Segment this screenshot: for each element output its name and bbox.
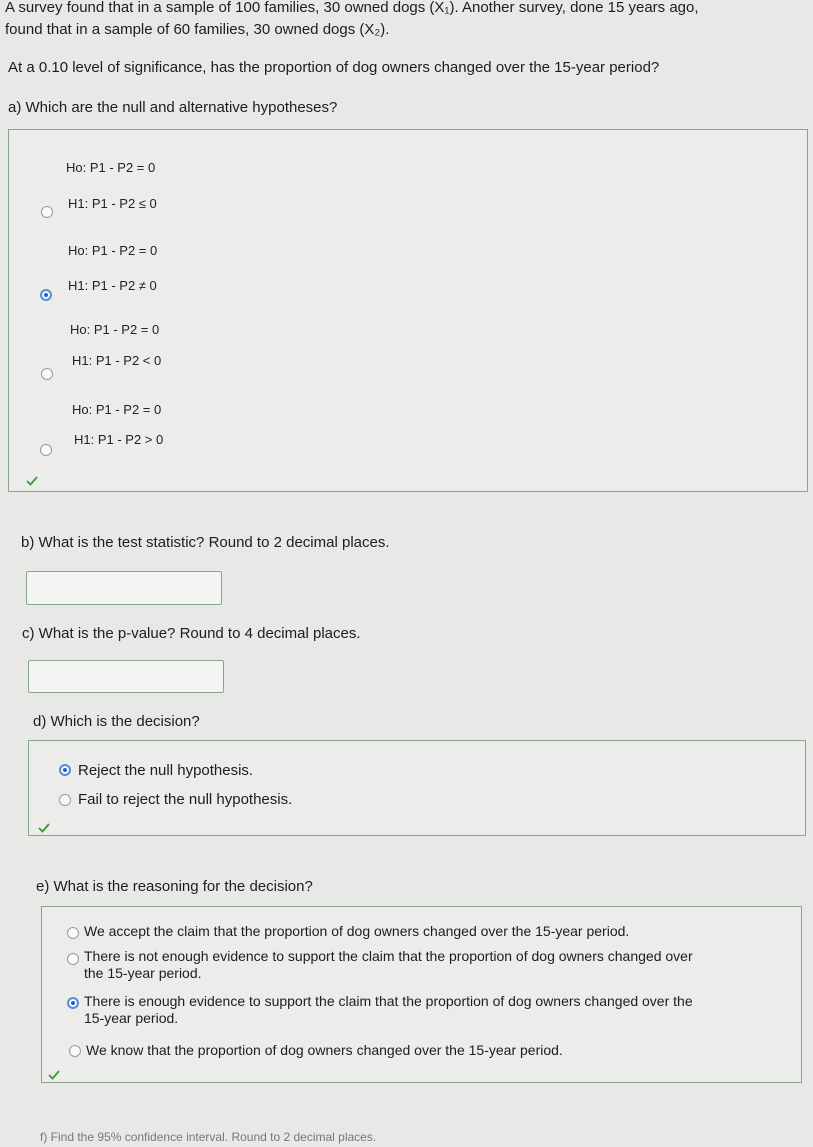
part-c-prompt: c) What is the p-value? Round to 4 decimal places. [22, 625, 361, 642]
part-a-option-1-h1: H1: P1 - P2 ≤ 0 [68, 196, 157, 211]
reason-option-2-radio[interactable] [67, 953, 79, 965]
reject-null-radio[interactable] [59, 764, 71, 776]
part-a-option-1-h0: Ho: P1 - P2 = 0 [66, 160, 156, 175]
part-a-option-3-h0: Ho: P1 - P2 = 0 [70, 322, 160, 337]
part-d-prompt: d) Which is the decision? [33, 713, 200, 730]
question-line-1: A survey found that in a sample of 100 families, 30 owned dogs (X₁). Another survey, done 15 years ago, [5, 0, 699, 16]
part-d-answer-box [28, 740, 806, 836]
reason-option-4-radio[interactable] [69, 1045, 81, 1057]
reason-option-3-radio[interactable] [67, 997, 79, 1009]
reason-option-4-label[interactable]: We know that the proportion of dog owners changed over the 15-year period. [86, 1042, 563, 1058]
part-a-option-1-radio[interactable] [41, 206, 53, 218]
part-d-correct-check-icon [38, 823, 50, 833]
reason-option-2-line-2: the 15-year period. [84, 965, 202, 981]
p-value-input[interactable] [28, 660, 224, 693]
part-a-option-2-h0: Ho: P1 - P2 = 0 [68, 243, 158, 258]
part-a-option-3-h1: H1: P1 - P2 < 0 [72, 353, 162, 368]
question-line-3: At a 0.10 level of significance, has the proportion of dog owners changed over the 15-year period? [8, 59, 660, 76]
reason-option-1-label[interactable]: We accept the claim that the proportion of dog owners changed over the 15-year period. [84, 923, 630, 939]
reject-null-label[interactable]: Reject the null hypothesis. [78, 762, 254, 779]
part-a-option-4-h1: H1: P1 - P2 > 0 [74, 432, 164, 447]
part-a-option-2-radio[interactable] [40, 289, 52, 301]
reason-option-3-line-2: 15-year period. [84, 1010, 179, 1026]
reason-option-3-label[interactable] [84, 993, 693, 1027]
part-f-prompt: f) Find the 95% confidence interval. Round to 2 decimal places. [40, 1130, 377, 1144]
part-a-option-3-radio[interactable] [41, 368, 53, 380]
reason-option-3-line-1: There is enough evidence to support the claim that the proportion of dog owners changed over the [84, 993, 693, 1009]
part-a-option-4-radio[interactable] [40, 444, 52, 456]
part-a-option-4-h0: Ho: P1 - P2 = 0 [72, 402, 162, 417]
fail-to-reject-label[interactable]: Fail to reject the null hypothesis. [78, 791, 293, 808]
test-statistic-input[interactable] [26, 571, 222, 605]
part-a-correct-check-icon [26, 476, 38, 486]
reason-option-2-label[interactable] [84, 948, 693, 982]
part-a-option-2-h1: H1: P1 - P2 ≠ 0 [68, 278, 157, 293]
part-a-prompt: a) Which are the null and alternative hypotheses? [8, 99, 338, 116]
reason-option-1-radio[interactable] [67, 927, 79, 939]
part-e-prompt: e) What is the reasoning for the decision? [36, 878, 313, 895]
reason-option-2-line-1: There is not enough evidence to support the claim that the proportion of dog owners changed over [84, 948, 693, 964]
part-b-prompt: b) What is the test statistic? Round to 2 decimal places. [21, 534, 390, 551]
fail-to-reject-radio[interactable] [59, 794, 71, 806]
part-e-correct-check-icon [48, 1070, 60, 1080]
question-line-2: found that in a sample of 60 families, 30 owned dogs (X₂). [5, 21, 390, 38]
